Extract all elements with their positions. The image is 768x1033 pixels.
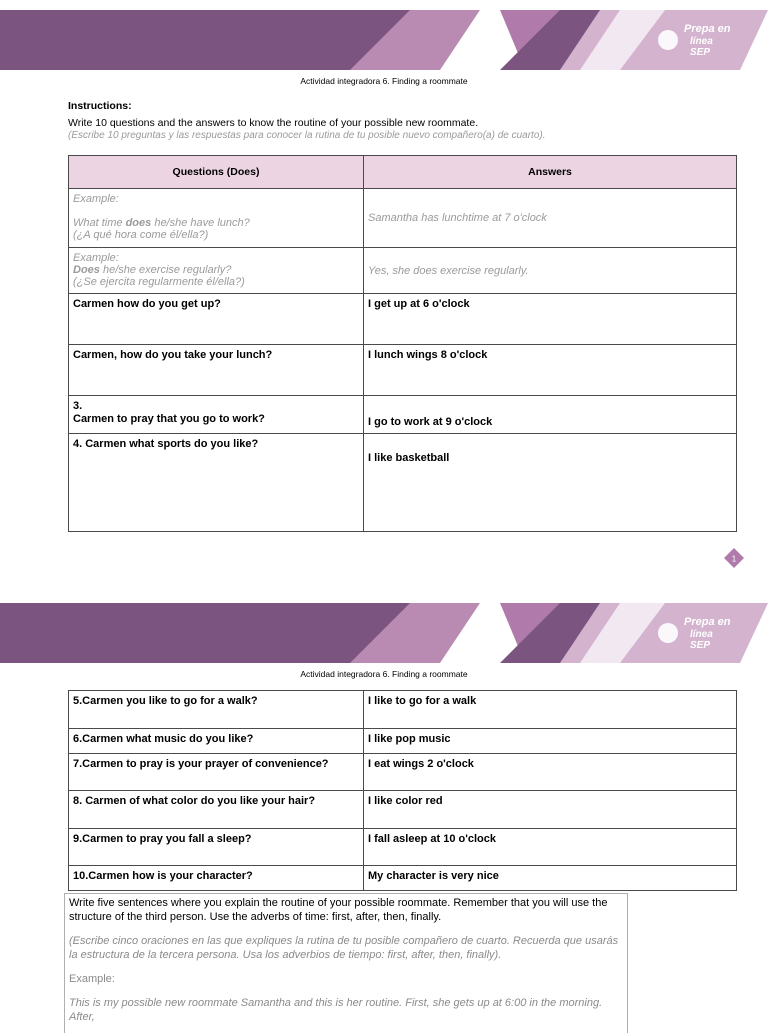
logo-line1: Prepa en (684, 616, 731, 628)
task-text-spanish: (Escribe cinco oraciones en las que expliques la rutina de tu posible compañero de cuarto. Recuerda que usarás la estructura de la tercera persona. Usa los adverbios de tiempo: first, after, then, finally). (69, 935, 619, 961)
task-text: Write five sentences where you explain the routine of your possible roommate. Remember that you will use the structure of the third person. Use the adverbs of time: first, after, then, finally. (69, 897, 608, 923)
document-title: Actividad integradora 6. Finding a roommate (300, 76, 468, 86)
answer-cell: I get up at 6 o'clock (364, 294, 737, 345)
question-cell: 9.Carmen to pray you fall a sleep? (69, 829, 364, 866)
question-cell: 7.Carmen to pray is your prayer of convenience? (69, 754, 364, 791)
instructions-heading: Instructions: (68, 100, 132, 112)
question-cell: 5.Carmen you like to go for a walk? (69, 691, 364, 729)
example-question-text: Does he/she exercise regularly? (73, 264, 232, 276)
answer-cell: I eat wings 2 o'clock (364, 754, 737, 791)
question-cell: 4. Carmen what sports do you like? (69, 434, 364, 532)
page-2 (0, 603, 768, 1024)
answer-cell: I lunch wings 8 o'clock (364, 345, 737, 396)
answer-cell: I go to work at 9 o'clock (364, 396, 737, 434)
example-row-2 (69, 248, 737, 294)
answer-cell: I fall asleep at 10 o'clock (364, 829, 737, 866)
example-answer-2: Yes, she does exercise regularly. (364, 248, 737, 294)
logo-line2: línea (690, 629, 713, 640)
answer-cell: My character is very nice (364, 866, 737, 891)
logo-line2: línea (690, 36, 713, 47)
example-question-es: (¿Se ejercita regularmente él/ella?) (73, 276, 245, 288)
logo-line3: SEP (690, 47, 711, 58)
table-row (69, 691, 737, 729)
instructions-spanish: (Escribe 10 preguntas y las respuestas para conocer la rutina de tu posible nuevo compañero(a) de cuarto). (68, 130, 546, 141)
task-example-text: This is my possible new roommate Samantha and this is her routine. First, she gets up at 6:00 in the morning. After, (69, 997, 603, 1023)
page-number-badge (724, 548, 744, 568)
table-row (69, 434, 737, 532)
questions-table-continued (68, 690, 737, 891)
table-row (69, 829, 737, 866)
example-question-text: What time does he/she have lunch? (73, 217, 250, 229)
answer-cell: I like basketball (364, 434, 737, 532)
table-header-row (69, 156, 737, 189)
header-banner (0, 10, 768, 70)
answer-cell: I like pop music (364, 729, 737, 754)
questions-table (68, 155, 737, 532)
table-row (69, 754, 737, 791)
table-row (69, 729, 737, 754)
logo-line1: Prepa en (684, 23, 731, 35)
task-example-label: Example: (69, 973, 115, 985)
instructions-text: Write 10 questions and the answers to know the routine of your possible new roommate. (68, 117, 479, 129)
example-question-es: (¿A qué hora come él/ella?) (73, 229, 209, 241)
example-label: Example: (73, 193, 119, 205)
table-row (69, 866, 737, 891)
answer-cell: I like to go for a walk (364, 691, 737, 729)
table-row (69, 294, 737, 345)
question-cell: 6.Carmen what music do you like? (69, 729, 364, 754)
banner-graphic (0, 10, 768, 70)
question-cell: Carmen, how do you take your lunch? (69, 345, 364, 396)
question-cell: Carmen how do you get up? (69, 294, 364, 345)
writing-task-box (64, 893, 628, 1033)
document-title: Actividad integradora 6. Finding a roommate (300, 669, 468, 679)
answer-cell: I like color red (364, 791, 737, 829)
example-question-1 (69, 189, 364, 248)
example-row-1 (69, 189, 737, 248)
table-row (69, 396, 737, 434)
question-cell: 3. Carmen to pray that you go to work? (69, 396, 364, 434)
question-cell: 10.Carmen how is your character? (69, 866, 364, 891)
page-number: 1 (731, 554, 737, 564)
example-label: Example: (73, 252, 119, 264)
question-cell: 8. Carmen of what color do you like your hair? (69, 791, 364, 829)
header-answers: Answers (364, 156, 737, 189)
banner-graphic (0, 603, 768, 663)
table-row (69, 345, 737, 396)
example-answer-1: Samantha has lunchtime at 7 o'clock (364, 189, 737, 248)
example-question-2 (69, 248, 364, 294)
header-banner (0, 603, 768, 663)
table-row (69, 791, 737, 829)
logo-line3: SEP (690, 640, 711, 651)
header-questions: Questions (Does) (69, 156, 364, 189)
